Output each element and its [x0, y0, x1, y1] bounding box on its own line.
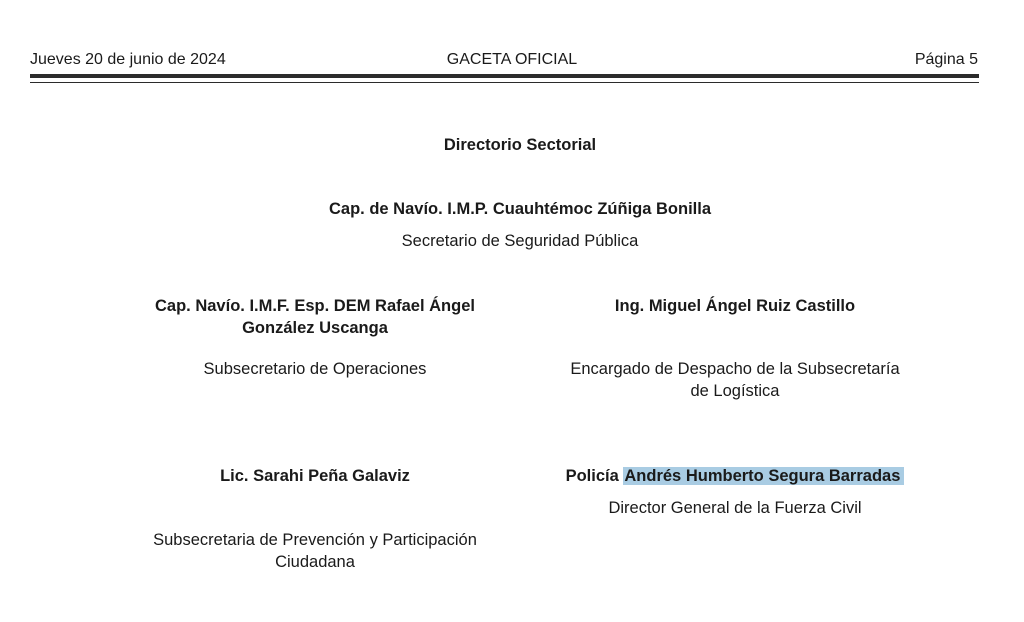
- directory-heading: Directorio Sectorial: [443, 136, 597, 154]
- header-rule-thin: [30, 82, 979, 83]
- header-date: Jueves 20 de junio de 2024: [30, 51, 226, 68]
- logistics-position-line1: Encargado de Despacho de la Subsecretaría: [570, 360, 900, 378]
- secretary-position: Secretario de Seguridad Pública: [401, 232, 639, 250]
- civil-force-name: [535, 465, 935, 487]
- header-rule-thick: [30, 74, 979, 78]
- logistics-position: [535, 358, 935, 402]
- secretary-name: Cap. de Navío. I.M.P. Cuauhtémoc Zúñiga Bonilla: [329, 200, 711, 218]
- prevention-position: [115, 529, 515, 573]
- header-page-number: Página 5: [914, 51, 978, 68]
- logistics-position-line2: de Logística: [690, 382, 780, 400]
- prevention-name: Lic. Sarahi Peña Galaviz: [220, 467, 410, 485]
- operations-position: Subsecretario de Operaciones: [203, 360, 427, 378]
- prevention-position-line2: Ciudadana: [275, 553, 355, 571]
- operations-name-line2: González Uscanga: [242, 319, 388, 337]
- header-title: GACETA OFICIAL: [446, 51, 578, 68]
- civil-force-position: Director General de la Fuerza Civil: [608, 499, 862, 517]
- operations-name: [115, 295, 515, 339]
- operations-name-line1: Cap. Navío. I.M.F. Esp. DEM Rafael Ángel: [155, 297, 475, 315]
- prevention-position-line1: Subsecretaria de Prevención y Participación: [153, 531, 477, 549]
- civil-force-name-prefix: Policía: [565, 467, 619, 485]
- civil-force-name-highlighted: Andrés Humberto Segura Barradas: [623, 467, 904, 485]
- logistics-name: Ing. Miguel Ángel Ruiz Castillo: [614, 297, 856, 315]
